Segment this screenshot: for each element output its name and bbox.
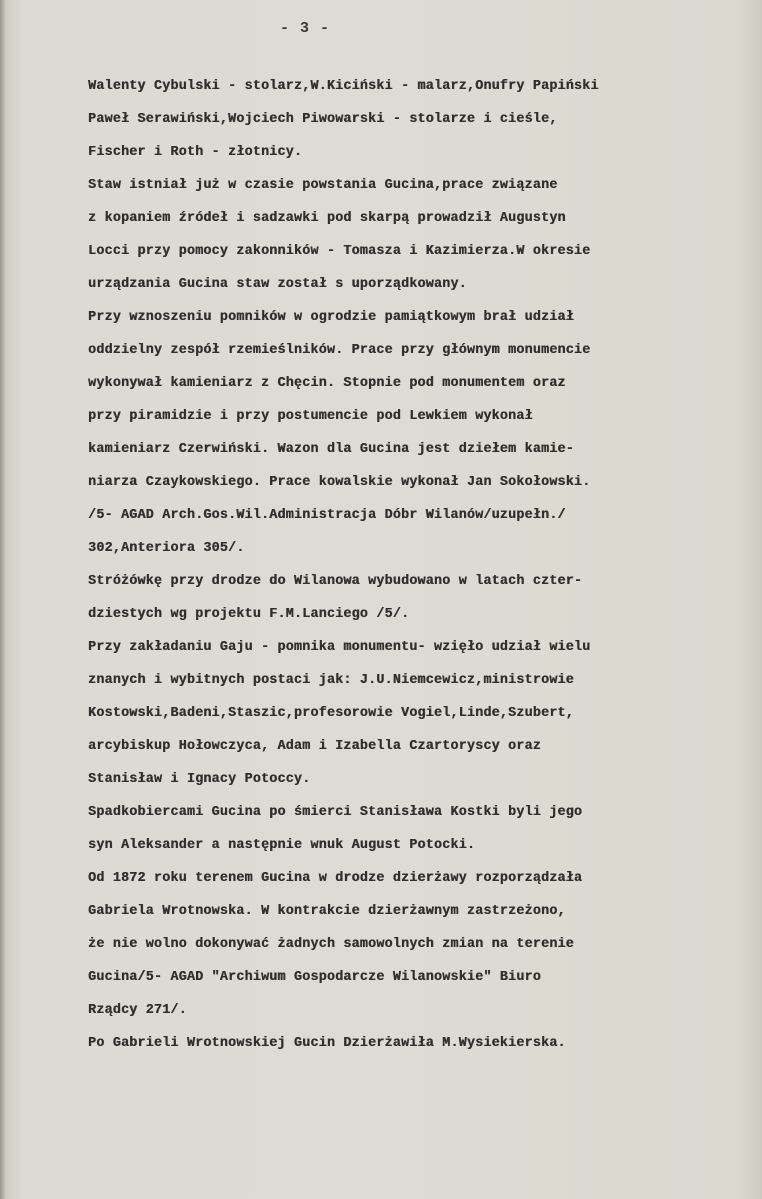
text-line: Locci przy pomocy zakonników - Tomasza i Kazimierza.W okresie	[88, 244, 591, 259]
text-line: Paweł Serawiński,Wojciech Piwowarski - stolarze i cieśle,	[88, 112, 558, 127]
text-line: kamieniarz Czerwiński. Wazon dla Gucina jest dziełem kamie-	[88, 442, 574, 457]
text-line: że nie wolno dokonywać żadnych samowolnych zmian na terenie	[88, 937, 574, 952]
text-line: Kostowski,Badeni,Staszic,profesorowie Vogiel,Linde,Szubert,	[88, 706, 574, 721]
text-line: dziestych wg projektu F.M.Lanciego /5/.	[88, 607, 410, 622]
page-number: - 3 -	[279, 20, 330, 37]
text-line: syn Aleksander a następnie wnuk August Potocki.	[88, 838, 476, 853]
text-line: Fischer i Roth - złotnicy.	[88, 145, 303, 160]
text-line: Staw istniał już w czasie powstania Gucina,prace związane	[88, 178, 558, 193]
page-edge-shadow	[0, 0, 6, 1199]
footnote-line: 302,Anteriora 305/.	[88, 541, 245, 556]
text-line: Po Gabrieli Wrotnowskiej Gucin Dzierżawiła M.Wysiekierska.	[88, 1036, 566, 1051]
text-line: Przy wznoszeniu pomników w ogrodzie pamiątkowym brał udział	[88, 310, 574, 325]
document-body	[88, 70, 748, 1060]
text-line: znanych i wybitnych postaci jak: J.U.Niemcewicz,ministrowie	[88, 673, 574, 688]
text-line: Walenty Cybulski - stolarz,W.Kiciński - malarz,Onufry Papiński	[88, 79, 599, 94]
text-line: przy piramidzie i przy postumencie pod Lewkiem wykonał	[88, 409, 533, 424]
text-line: Stróżówkę przy drodze do Wilanowa wybudowano w latach czter-	[88, 574, 583, 589]
text-line: oddzielny zespół rzemieślników. Prace przy głównym monumencie	[88, 343, 591, 358]
text-line: Od 1872 roku terenem Gucina w drodze dzierżawy rozporządzała	[88, 871, 583, 886]
text-line: arcybiskup Hołowczyca, Adam i Izabella Czartoryscy oraz	[88, 739, 541, 754]
text-line: urządzania Gucina staw został s uporządkowany.	[88, 277, 467, 292]
text-line: Stanisław i Ignacy Potoccy.	[88, 772, 311, 787]
text-line: wykonywał kamieniarz z Chęcin. Stopnie pod monumentem oraz	[88, 376, 566, 391]
footnote-line: Gucina/5- AGAD "Archiwum Gospodarcze Wilanowskie" Biuro	[88, 970, 541, 985]
text-line: z kopaniem źródeł i sadzawki pod skarpą prowadził Augustyn	[88, 211, 566, 226]
text-line: Spadkobiercami Gucina po śmierci Stanisława Kostki byli jego	[88, 805, 583, 820]
text-line: Przy zakładaniu Gaju - pomnika monumentu- wzięło udział wielu	[88, 640, 591, 655]
footnote-line: Rządcy 271/.	[88, 1003, 187, 1018]
text-line: Gabriela Wrotnowska. W kontrakcie dzierżawnym zastrzeżono,	[88, 904, 566, 919]
text-line: niarza Czaykowskiego. Prace kowalskie wykonał Jan Sokołowski.	[88, 475, 591, 490]
footnote-line: /5- AGAD Arch.Gos.Wil.Administracja Dóbr Wilanów/uzupełn./	[88, 508, 566, 523]
